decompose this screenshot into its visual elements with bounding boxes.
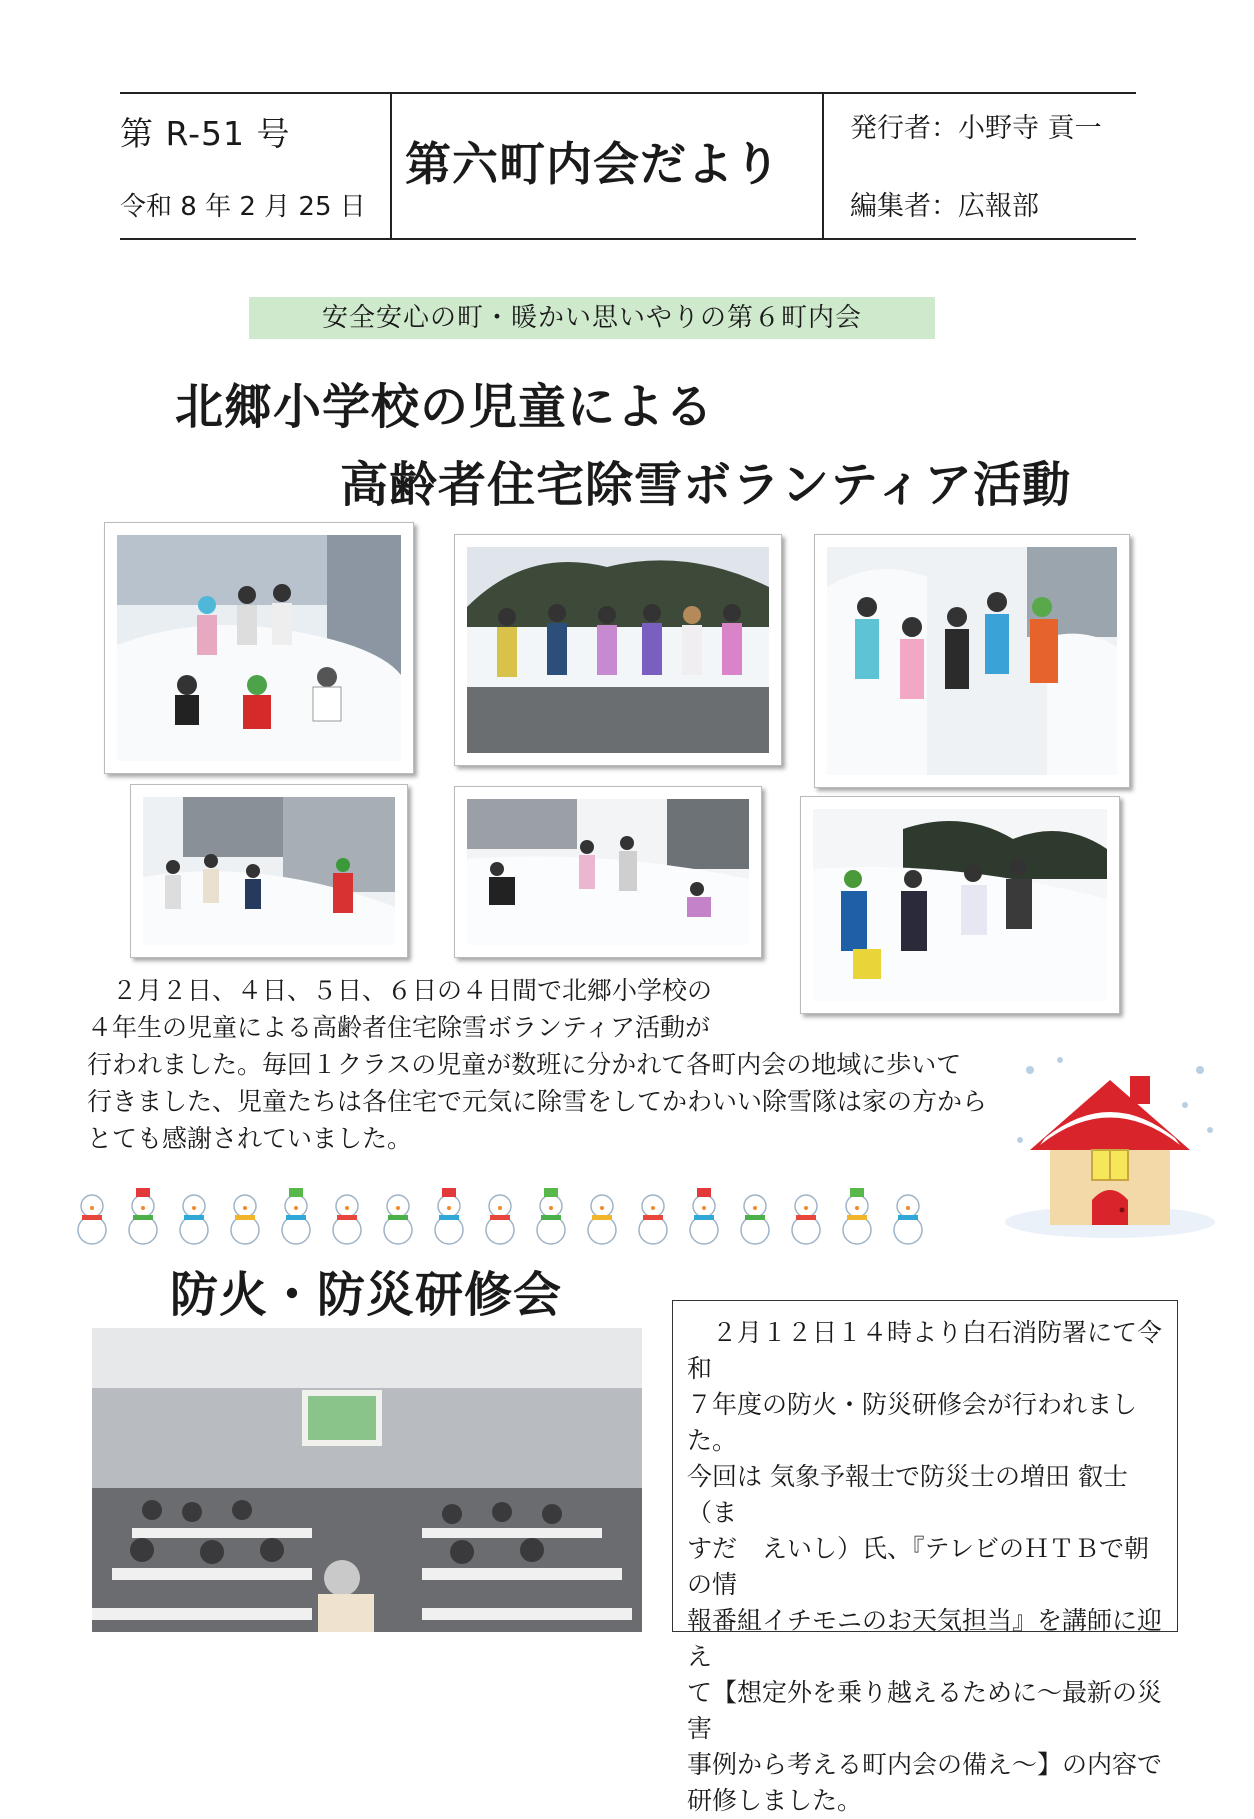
article2-line: 研修しました。 (687, 1786, 863, 1815)
snowman-icon (588, 1195, 616, 1244)
seminar-textbox (672, 1300, 1178, 1815)
snowman-icon (486, 1195, 514, 1244)
snowman-icon (894, 1195, 922, 1244)
publisher: 発行者：小野寺 貢一 (850, 113, 1102, 144)
article2-line: 事例から考える町内会の備え～】の内容で (687, 1750, 1163, 1779)
snow-volunteer-photo (104, 522, 414, 774)
article1-line: ２月２日、４日、５日、６日の４日間で北郷小学校の (87, 976, 713, 1005)
snow-volunteer-photo (454, 534, 782, 766)
snow-volunteer-photo (454, 786, 762, 958)
article2-heading: 防火・防災研修会 (170, 1267, 563, 1323)
snowman-icon (537, 1188, 565, 1244)
snow-volunteer-photo (814, 534, 1130, 788)
article1-line: 行きました、児童たちは各住宅で元気に除雪をしてかわいい除雪隊は家の方から (87, 1087, 988, 1116)
snowman-border (70, 1182, 950, 1252)
article2-line: すだ えいし）氏、『テレビのＨＴＢで朝の情 (687, 1534, 1150, 1599)
snowman-icon (435, 1188, 463, 1244)
article1-line: とても感謝されていました。 (87, 1124, 413, 1153)
newsletter-title: 第六町内会だより (405, 137, 781, 191)
masthead (120, 92, 1136, 240)
article2-line: ７年度の防火・防災研修会が行われました。 (687, 1390, 1138, 1455)
article2-line: 報番組イチモニのお天気担当』を講師に迎え (687, 1606, 1163, 1671)
snowman-icon (282, 1188, 310, 1244)
snow-house-icon (1000, 1050, 1220, 1240)
issue-number: 第 R-51 号 (120, 114, 291, 153)
snowman-icon (384, 1195, 412, 1244)
snowman-icon (333, 1195, 361, 1244)
article1-line: 行われました。毎回１クラスの児童が数班に分かれて各町内会の地域に歩いて (87, 1050, 962, 1079)
snowman-icon (231, 1195, 259, 1244)
issue-date: 令和 8 年 2 月 25 日 (120, 192, 366, 222)
article2-line: て【想定外を乗り越えるために～最新の災害 (687, 1678, 1163, 1743)
article2-line: ２月１２日１４時より白石消防署にて令和 (687, 1318, 1163, 1383)
article2-line: 今回は 気象予報士で防災士の増田 叡士（ま (687, 1462, 1128, 1527)
snowman-icon (741, 1195, 769, 1244)
snowman-icon (690, 1188, 718, 1244)
article1-heading-line2: 高齢者住宅除雪ボランティア活動 (340, 457, 1072, 513)
slogan-banner: 安全安心の町・暖かい思いやりの第６町内会 (249, 297, 935, 339)
snow-volunteer-photo (130, 784, 408, 958)
snowman-icon (78, 1195, 106, 1244)
divider (390, 94, 392, 238)
article1-line: ４年生の児童による高齢者住宅除雪ボランティア活動が (87, 1013, 711, 1042)
snowman-icon (180, 1195, 208, 1244)
article1-heading-line1: 北郷小学校の児童による (175, 379, 715, 435)
snowman-icon (129, 1188, 157, 1244)
editor: 編集者：広報部 (850, 191, 1039, 222)
seminar-photo (92, 1328, 642, 1632)
snowman-icon (792, 1195, 820, 1244)
article2-body (687, 1315, 1167, 1819)
snowman-icon (843, 1188, 871, 1244)
snowman-icon (639, 1195, 667, 1244)
article1-body (87, 972, 997, 1157)
divider (822, 94, 824, 238)
